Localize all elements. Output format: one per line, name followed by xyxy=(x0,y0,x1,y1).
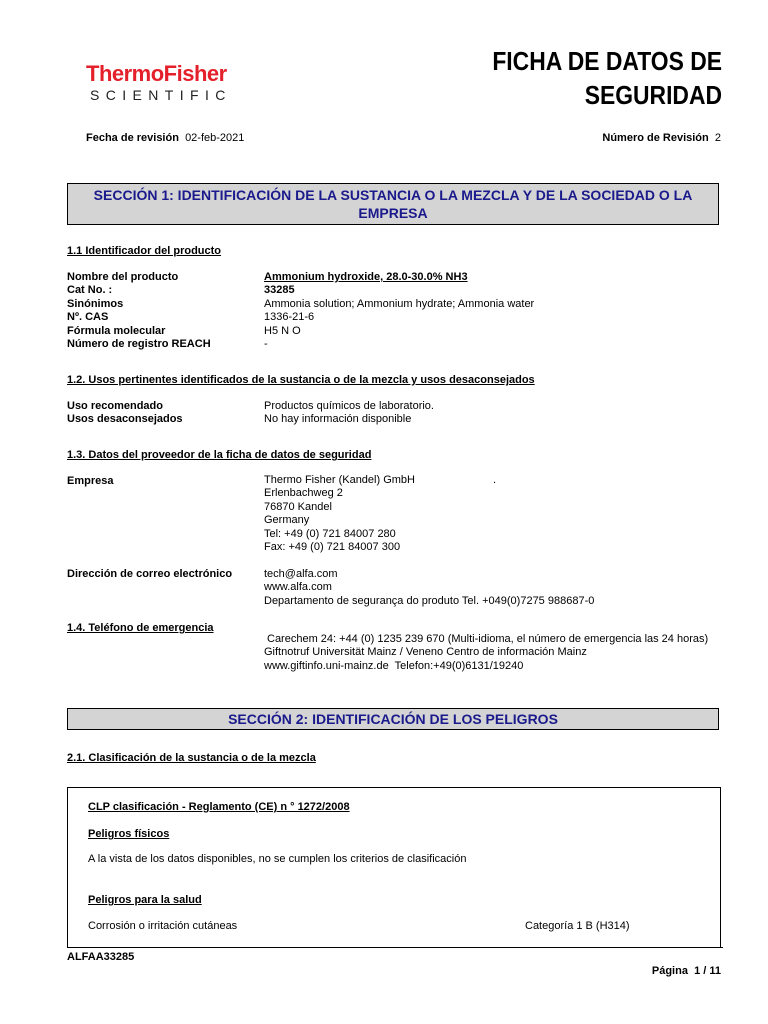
footer-divider xyxy=(67,947,723,948)
field-label: Fórmula molecular xyxy=(67,324,166,337)
field-label: Uso recomendado xyxy=(67,400,163,412)
email-link[interactable]: tech@alfa.com xyxy=(264,568,338,580)
website-link[interactable]: www.alfa.com xyxy=(264,581,332,594)
field-value: H5 N O xyxy=(264,324,301,337)
field-label: Empresa xyxy=(67,475,114,487)
footer-page-label: Página xyxy=(651,965,688,977)
emergency-line: www.giftinfo.uni-mainz.de Telefon:+49(0)6131/19240 xyxy=(264,659,524,672)
revision-number xyxy=(602,131,721,145)
revision-date-label: Fecha de revisión xyxy=(86,132,179,144)
section1-heading-line2: EMPRESA xyxy=(358,205,428,221)
email-block xyxy=(264,568,594,608)
field-value: Ammonia solution; Ammonium hydrate; Ammonia water xyxy=(264,297,535,310)
health-hazards-title: Peligros para la salud xyxy=(88,894,202,906)
emergency-line: Carechem 24: +44 (0) 1235 239 670 (Multi-idioma, el número de emergencia las 24 horas) xyxy=(267,633,709,645)
health-hazard-category: Categoría 1 B (H314) xyxy=(525,920,630,932)
address-line: Erlenbachweg 2 xyxy=(264,487,343,500)
physical-hazards-text: A la vista de los datos disponibles, no se cumplen los criterios de clasificación xyxy=(88,853,467,865)
subsection-1-3-title: 1.3. Datos del proveedor de la ficha de datos de seguridad xyxy=(67,449,372,461)
section1-heading-line1: SECCIÓN 1: IDENTIFICACIÓN DE LA SUSTANCIA O LA MEZCLA Y DE LA SOCIEDAD O LA xyxy=(93,187,693,203)
clp-title: CLP clasificación - Reglamento (CE) n ° 1272/2008 xyxy=(88,801,350,813)
subsection-2-1-title: 2.1. Clasificación de la sustancia o de la mezcla xyxy=(67,752,316,764)
cat-no-value: 33285 xyxy=(264,284,295,297)
address-line: Fax: +49 (0) 721 84007 300 xyxy=(264,541,401,554)
footer-page-value: 1 / 11 xyxy=(694,965,721,977)
logo-brand-bottom: SCIENTIFIC xyxy=(90,87,232,103)
logo-brand-top: ThermoFisher xyxy=(86,61,227,86)
field-label: Cat No. : xyxy=(67,284,113,297)
field-label: Dirección de correo electrónico xyxy=(67,568,233,580)
health-hazard-item: Corrosión o irritación cutáneas xyxy=(88,920,238,932)
field-label: Usos desaconsejados xyxy=(67,413,183,426)
field-label: Sinónimos xyxy=(67,297,124,310)
field-value: 1336-21-6 xyxy=(264,311,315,324)
footer-doc-code: ALFAA33285 xyxy=(67,951,135,963)
field-value: Productos químicos de laboratorio. xyxy=(264,400,434,412)
safety-dept-line: Departamento de segurança do produto Tel. +049(0)7275 988687-0 xyxy=(264,594,595,607)
revision-number-label: Número de Revisión xyxy=(602,132,709,144)
address-line: Tel: +49 (0) 721 84007 280 xyxy=(264,527,396,540)
product-name-value: Ammonium hydroxide, 28.0-30.0% NH3 xyxy=(264,271,468,283)
field-value: No hay información disponible xyxy=(264,413,412,426)
subsection-1-4-title: 1.4. Teléfono de emergencia xyxy=(67,622,214,634)
subsection-1-1-title: 1.1 Identificador del producto xyxy=(67,245,222,257)
address-line: 76870 Kandel xyxy=(264,500,332,513)
revision-date xyxy=(86,131,244,145)
revision-date-value: 02-feb-2021 xyxy=(185,132,245,144)
emergency-block xyxy=(264,633,708,673)
field-value: - xyxy=(264,338,268,350)
company-dot: . xyxy=(493,474,497,486)
address-line: Thermo Fisher (Kandel) GmbH xyxy=(264,474,415,486)
address-line: Germany xyxy=(264,514,310,527)
document-title: FICHA DE DATOS DE SEGURIDAD xyxy=(492,46,722,110)
revision-number-value: 2 xyxy=(714,132,721,144)
subsection-1-2-title: 1.2. Usos pertinentes identificados de la sustancia o de la mezcla y usos desaconsejados xyxy=(67,374,535,386)
field-label: Nombre del producto xyxy=(67,271,179,283)
physical-hazards-title: Peligros físicos xyxy=(88,828,170,840)
company-address xyxy=(264,474,415,554)
field-label: Nº. CAS xyxy=(67,311,109,324)
section1-heading xyxy=(67,183,719,225)
emergency-line: Giftnotruf Universität Mainz / Veneno Centro de información Mainz xyxy=(264,646,587,659)
section2-heading: SECCIÓN 2: IDENTIFICACIÓN DE LOS PELIGROS xyxy=(67,708,719,730)
field-label: Número de registro REACH xyxy=(67,338,211,350)
footer-page xyxy=(652,964,721,978)
